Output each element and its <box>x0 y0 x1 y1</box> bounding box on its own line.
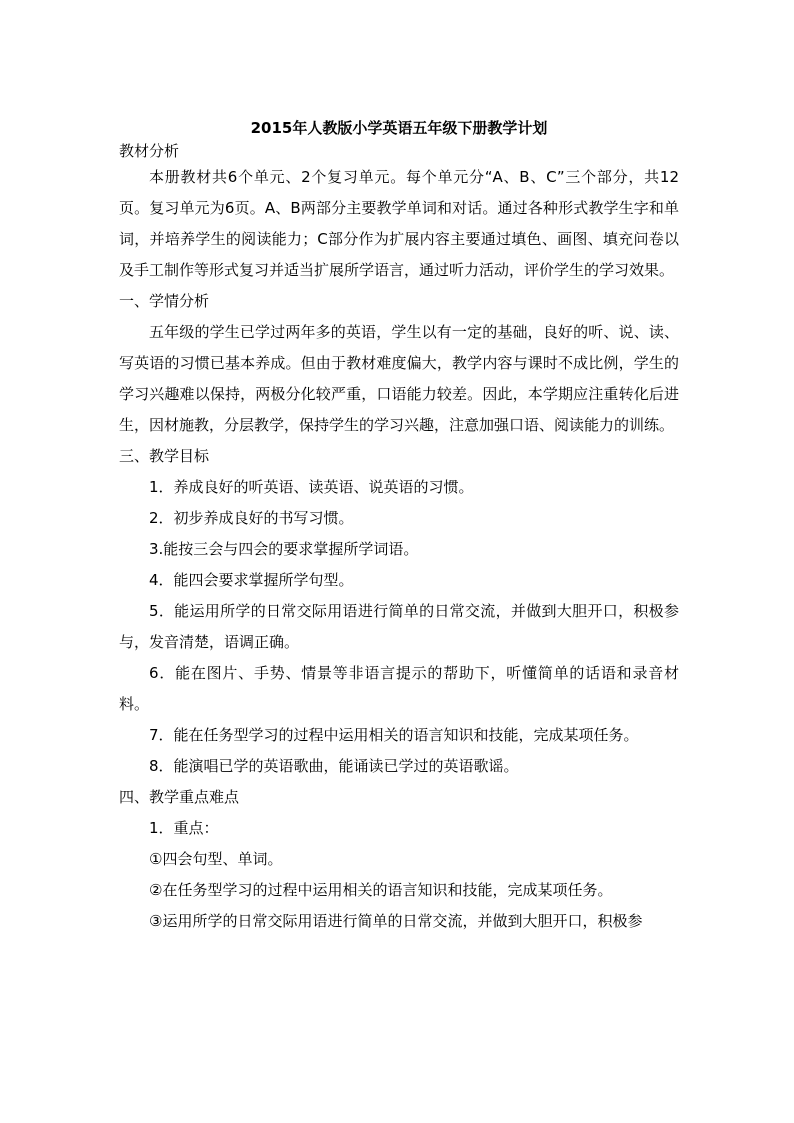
section-student-analysis <box>119 286 679 441</box>
section-key-difficult-points <box>119 782 679 937</box>
section-heading: 一、学情分析 <box>119 292 210 310</box>
document-title: 2015年人教版小学英语五年级下册教学计划 <box>250 119 548 137</box>
document-content <box>119 116 679 937</box>
section-teaching-goals <box>119 441 679 782</box>
paragraph: 本册教材共6个单元、2个复习单元。每个单元分“A、B、C”三个部分，共12页。复习单元为6页。A、B两部分主要教学单词和对话。通过各种形式教学生字和单词，并培养学生的阅读能力；C部分作为扩展内容主要通过填色、画图、填充问卷以及手工制作等形式复习并适当扩展所学语言，通过听力活动，评价学生的学习效果。 <box>119 168 679 279</box>
section-heading: 四、教学重点难点 <box>119 788 240 806</box>
key-point-item: 1．重点： <box>149 819 219 837</box>
goal-item: 2．初步养成良好的书写习惯。 <box>149 509 354 527</box>
key-point-item: ①四会句型、单词。 <box>149 850 283 868</box>
key-point-item: ③运用所学的日常交际用语进行简单的日常交流，并做到大胆开口，积极参 <box>149 912 643 930</box>
section-heading: 三、教学目标 <box>119 447 210 465</box>
goal-item: 7．能在任务型学习的过程中运用相关的语言知识和技能，完成某项任务。 <box>149 726 639 744</box>
goal-item: 6．能在图片、手势、情景等非语言提示的帮助下，听懂简单的话语和录音材料。 <box>119 664 679 713</box>
goal-item: 5．能运用所学的日常交际用语进行简单的日常交流，并做到大胆开口，积极参与，发音清楚，语调正确。 <box>119 602 679 651</box>
section-textbook-analysis <box>119 140 679 286</box>
goal-item: 1．养成良好的听英语、读英语、说英语的习惯。 <box>149 478 474 496</box>
goal-item: 8．能演唱已学的英语歌曲，能诵读已学过的英语歌谣。 <box>149 757 519 775</box>
key-point-item: ②在任务型学习的过程中运用相关的语言知识和技能，完成某项任务。 <box>149 881 613 899</box>
paragraph: 五年级的学生已学过两年多的英语，学生以有一定的基础，良好的听、说、读、写英语的习惯已基本养成。但由于教材难度偏大，教学内容与课时不成比例，学生的学习兴趣难以保持，两极分化较严重，口语能力较差。因此，本学期应注重转化后进生，因材施教，分层教学，保持学生的学习兴趣，注意加强口语、阅读能力的训练。 <box>119 323 679 434</box>
goal-item: 4．能四会要求掌握所学句型。 <box>149 571 354 589</box>
section-heading: 教材分析 <box>119 142 180 160</box>
goal-item: 3.能按三会与四会的要求掌握所学词语。 <box>149 540 419 558</box>
